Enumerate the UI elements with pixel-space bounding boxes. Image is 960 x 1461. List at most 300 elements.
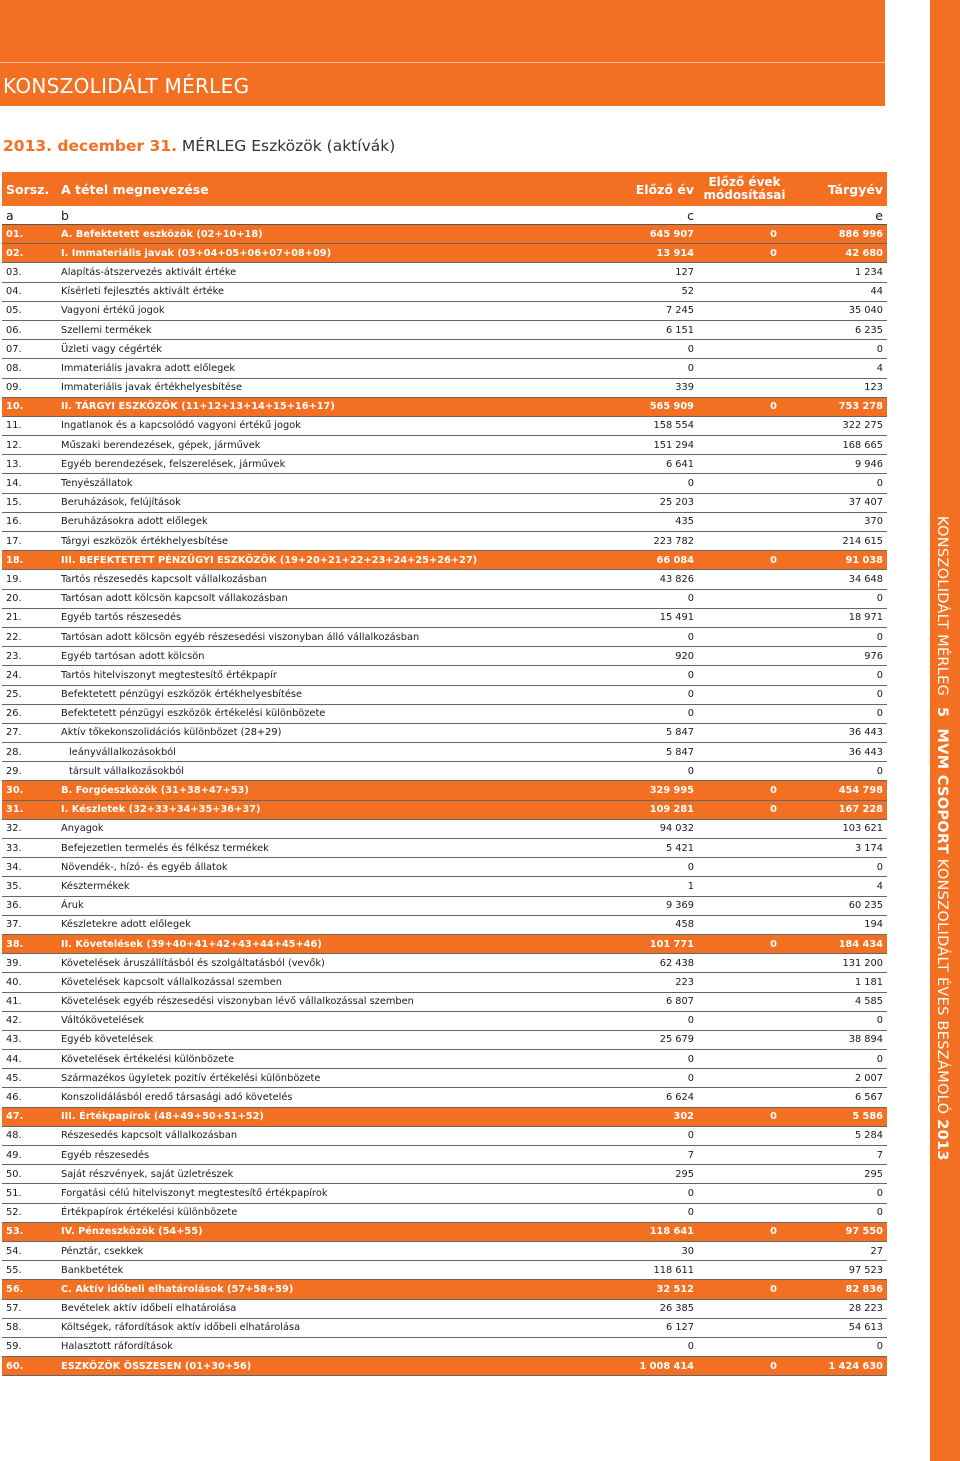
table-row xyxy=(2,320,887,339)
table-row xyxy=(2,762,887,781)
row-current-year: 36 443 xyxy=(791,723,887,742)
table-row xyxy=(2,781,887,800)
row-name: Készletekre adott előlegek xyxy=(57,915,622,934)
row-prev-year: 25 203 xyxy=(622,493,698,512)
table-row xyxy=(2,704,887,723)
row-number: 46. xyxy=(2,1088,57,1107)
row-prev-year: 5 421 xyxy=(622,839,698,858)
row-number: 40. xyxy=(2,973,57,992)
row-current-year: 886 996 xyxy=(791,225,887,244)
row-name: Konszolidálásból eredő társasági adó követelés xyxy=(57,1088,622,1107)
row-name: Származékos ügyletek pozitív értékelési különbözete xyxy=(57,1069,622,1088)
row-prev-year: 5 847 xyxy=(622,723,698,742)
row-number: 10. xyxy=(2,397,57,416)
table-row xyxy=(2,819,887,838)
row-modifications xyxy=(698,666,791,685)
row-number: 39. xyxy=(2,954,57,973)
row-prev-year: 13 914 xyxy=(622,244,698,263)
table-row xyxy=(2,493,887,512)
row-name: Tenyészállatok xyxy=(57,474,622,493)
row-number: 02. xyxy=(2,244,57,263)
row-prev-year: 223 xyxy=(622,973,698,992)
row-number: 38. xyxy=(2,934,57,953)
table-row xyxy=(2,589,887,608)
row-prev-year: 5 847 xyxy=(622,743,698,762)
row-name: C. Aktív időbeli elhatárolások (57+58+59) xyxy=(57,1280,622,1299)
balance-sheet-table xyxy=(2,172,887,1376)
table-row xyxy=(2,340,887,359)
row-number: 50. xyxy=(2,1165,57,1184)
row-modifications xyxy=(698,1318,791,1337)
row-current-year: 5 284 xyxy=(791,1126,887,1145)
row-prev-year: 0 xyxy=(622,1050,698,1069)
row-name: Befektetett pénzügyi eszközök értékelési különbözete xyxy=(57,704,622,723)
row-current-year: 0 xyxy=(791,627,887,646)
row-modifications xyxy=(698,973,791,992)
row-current-year: 454 798 xyxy=(791,781,887,800)
row-modifications xyxy=(698,532,791,551)
row-current-year: 295 xyxy=(791,1165,887,1184)
row-name: II. Követelések (39+40+41+42+43+44+45+46) xyxy=(57,934,622,953)
row-name: Értékpapírok értékelési különbözete xyxy=(57,1203,622,1222)
row-prev-year: 62 438 xyxy=(622,954,698,973)
row-modifications xyxy=(698,493,791,512)
row-prev-year: 6 807 xyxy=(622,992,698,1011)
table-row xyxy=(2,1318,887,1337)
row-modifications xyxy=(698,839,791,858)
table-row xyxy=(2,743,887,762)
row-prev-year: 1 008 414 xyxy=(622,1357,698,1376)
row-modifications xyxy=(698,1050,791,1069)
row-modifications: 0 xyxy=(698,1107,791,1126)
row-number: 21. xyxy=(2,608,57,627)
sidebar-text xyxy=(934,516,950,1161)
row-current-year: 976 xyxy=(791,647,887,666)
row-number: 59. xyxy=(2,1337,57,1356)
row-name: Követelések egyéb részesedési viszonyban lévő vállalkozással szemben xyxy=(57,992,622,1011)
row-modifications xyxy=(698,858,791,877)
row-number: 19. xyxy=(2,570,57,589)
sidebar-report: KONSZOLIDÁLT ÉVES BESZÁMOLÓ xyxy=(934,853,950,1120)
row-number: 47. xyxy=(2,1107,57,1126)
table-row xyxy=(2,934,887,953)
row-modifications xyxy=(698,301,791,320)
row-modifications xyxy=(698,512,791,531)
table-row xyxy=(2,800,887,819)
row-modifications xyxy=(698,263,791,282)
row-name: Növendék-, hízó- és egyéb állatok xyxy=(57,858,622,877)
row-modifications xyxy=(698,685,791,704)
row-modifications xyxy=(698,1241,791,1260)
row-prev-year: 0 xyxy=(622,1126,698,1145)
table-row xyxy=(2,1299,887,1318)
table-row xyxy=(2,1030,887,1049)
row-modifications xyxy=(698,896,791,915)
row-number: 12. xyxy=(2,436,57,455)
table-row xyxy=(2,896,887,915)
row-name: Tartós hitelviszonyt megtestesítő értékpapír xyxy=(57,666,622,685)
row-modifications xyxy=(698,1203,791,1222)
row-current-year: 131 200 xyxy=(791,954,887,973)
row-modifications xyxy=(698,877,791,896)
row-prev-year: 0 xyxy=(622,1203,698,1222)
row-modifications xyxy=(698,743,791,762)
row-prev-year: 0 xyxy=(622,1069,698,1088)
row-name: II. TÁRGYI ESZKÖZÖK (11+12+13+14+15+16+17) xyxy=(57,397,622,416)
row-name: Egyéb tartósan adott kölcsön xyxy=(57,647,622,666)
sidebar-page-number: 5 xyxy=(934,707,950,718)
row-prev-year: 0 xyxy=(622,1011,698,1030)
row-prev-year: 15 491 xyxy=(622,608,698,627)
table-row xyxy=(2,1280,887,1299)
row-current-year: 0 xyxy=(791,1184,887,1203)
header-rule xyxy=(0,62,885,63)
row-modifications: 0 xyxy=(698,800,791,819)
row-current-year: 28 223 xyxy=(791,1299,887,1318)
row-name: I. Készletek (32+33+34+35+36+37) xyxy=(57,800,622,819)
row-number: 27. xyxy=(2,723,57,742)
row-current-year: 370 xyxy=(791,512,887,531)
row-prev-year: 151 294 xyxy=(622,436,698,455)
row-current-year: 123 xyxy=(791,378,887,397)
row-number: 37. xyxy=(2,915,57,934)
row-modifications xyxy=(698,819,791,838)
row-modifications xyxy=(698,723,791,742)
row-name: I. Immateriális javak (03+04+05+06+07+08+09) xyxy=(57,244,622,263)
row-number: 45. xyxy=(2,1069,57,1088)
row-prev-year: 458 xyxy=(622,915,698,934)
page-subtitle xyxy=(3,137,395,155)
row-current-year: 194 xyxy=(791,915,887,934)
row-current-year: 0 xyxy=(791,1011,887,1030)
row-number: 03. xyxy=(2,263,57,282)
row-modifications xyxy=(698,1165,791,1184)
row-number: 57. xyxy=(2,1299,57,1318)
row-number: 51. xyxy=(2,1184,57,1203)
row-modifications xyxy=(698,1126,791,1145)
row-prev-year: 0 xyxy=(622,589,698,608)
row-name: Követelések kapcsolt vállalkozással szemben xyxy=(57,973,622,992)
row-current-year: 7 xyxy=(791,1146,887,1165)
row-modifications xyxy=(698,282,791,301)
row-number: 48. xyxy=(2,1126,57,1145)
row-current-year: 54 613 xyxy=(791,1318,887,1337)
row-number: 56. xyxy=(2,1280,57,1299)
row-number: 24. xyxy=(2,666,57,685)
row-prev-year: 127 xyxy=(622,263,698,282)
row-modifications xyxy=(698,455,791,474)
row-name: Vagyoni értékű jogok xyxy=(57,301,622,320)
row-current-year: 0 xyxy=(791,589,887,608)
table-row xyxy=(2,416,887,435)
row-modifications: 0 xyxy=(698,934,791,953)
row-name: Áruk xyxy=(57,896,622,915)
row-name: Tartós részesedés kapcsolt vállalkozásban xyxy=(57,570,622,589)
row-name: Költségek, ráfordítások aktív időbeli elhatárolása xyxy=(57,1318,622,1337)
row-modifications xyxy=(698,647,791,666)
row-prev-year: 339 xyxy=(622,378,698,397)
table-row xyxy=(2,455,887,474)
row-number: 29. xyxy=(2,762,57,781)
row-current-year: 0 xyxy=(791,704,887,723)
row-modifications xyxy=(698,1030,791,1049)
row-prev-year: 30 xyxy=(622,1241,698,1260)
row-number: 44. xyxy=(2,1050,57,1069)
row-number: 34. xyxy=(2,858,57,877)
row-prev-year: 109 281 xyxy=(622,800,698,819)
row-number: 36. xyxy=(2,896,57,915)
row-current-year: 60 235 xyxy=(791,896,887,915)
row-current-year: 35 040 xyxy=(791,301,887,320)
row-modifications xyxy=(698,1069,791,1088)
table-row xyxy=(2,627,887,646)
row-current-year: 0 xyxy=(791,762,887,781)
row-name: Üzleti vagy cégérték xyxy=(57,340,622,359)
row-prev-year: 101 771 xyxy=(622,934,698,953)
row-prev-year: 0 xyxy=(622,685,698,704)
row-current-year: 753 278 xyxy=(791,397,887,416)
row-modifications xyxy=(698,1337,791,1356)
row-modifications xyxy=(698,627,791,646)
row-prev-year: 6 151 xyxy=(622,320,698,339)
row-number: 17. xyxy=(2,532,57,551)
row-prev-year: 329 995 xyxy=(622,781,698,800)
row-current-year: 97 550 xyxy=(791,1222,887,1241)
table-row xyxy=(2,1165,887,1184)
row-prev-year: 43 826 xyxy=(622,570,698,589)
row-modifications xyxy=(698,1261,791,1280)
row-current-year: 36 443 xyxy=(791,743,887,762)
row-number: 25. xyxy=(2,685,57,704)
row-modifications xyxy=(698,915,791,934)
row-modifications: 0 xyxy=(698,781,791,800)
sidebar-year: 2013 xyxy=(934,1119,950,1161)
subtitle-date: 2013. december 31. xyxy=(3,137,177,155)
row-modifications xyxy=(698,474,791,493)
table-row xyxy=(2,570,887,589)
table-row xyxy=(2,1203,887,1222)
row-modifications: 0 xyxy=(698,244,791,263)
row-name: III. BEFEKTETETT PÉNZÜGYI ESZKÖZÖK (19+20+21+22+23+24+25+26+27) xyxy=(57,551,622,570)
row-name: Egyéb követelések xyxy=(57,1030,622,1049)
row-name: Bankbetétek xyxy=(57,1261,622,1280)
row-current-year: 9 946 xyxy=(791,455,887,474)
row-modifications xyxy=(698,570,791,589)
row-current-year: 38 894 xyxy=(791,1030,887,1049)
row-current-year: 44 xyxy=(791,282,887,301)
table-row xyxy=(2,1088,887,1107)
row-current-year: 0 xyxy=(791,340,887,359)
row-modifications: 0 xyxy=(698,225,791,244)
row-modifications: 0 xyxy=(698,1357,791,1376)
row-current-year: 0 xyxy=(791,666,887,685)
row-name: Beruházásokra adott előlegek xyxy=(57,512,622,531)
table-row xyxy=(2,263,887,282)
row-prev-year: 223 782 xyxy=(622,532,698,551)
row-prev-year: 66 084 xyxy=(622,551,698,570)
row-name: Immateriális javakra adott előlegek xyxy=(57,359,622,378)
table-row xyxy=(2,877,887,896)
row-prev-year: 7 xyxy=(622,1146,698,1165)
row-number: 09. xyxy=(2,378,57,397)
table-row xyxy=(2,436,887,455)
row-name: Befektetett pénzügyi eszközök értékhelyesbítése xyxy=(57,685,622,704)
row-number: 30. xyxy=(2,781,57,800)
row-name: Alapítás-átszervezés aktivált értéke xyxy=(57,263,622,282)
row-number: 58. xyxy=(2,1318,57,1337)
table-row xyxy=(2,1357,887,1376)
table-row xyxy=(2,1222,887,1241)
row-name: Követelések áruszállításból és szolgáltatásból (vevők) xyxy=(57,954,622,973)
letter-d xyxy=(698,206,791,225)
row-current-year: 1 424 630 xyxy=(791,1357,887,1376)
row-prev-year: 0 xyxy=(622,340,698,359)
row-current-year: 0 xyxy=(791,1050,887,1069)
row-current-year: 97 523 xyxy=(791,1261,887,1280)
table-row xyxy=(2,954,887,973)
row-prev-year: 118 641 xyxy=(622,1222,698,1241)
row-current-year: 0 xyxy=(791,1337,887,1356)
row-name: Forgatási célú hitelviszonyt megtestesítő értékpapírok xyxy=(57,1184,622,1203)
table-row xyxy=(2,282,887,301)
sidebar-section: KONSZOLIDÁLT MÉRLEG xyxy=(934,516,950,697)
row-name: Tartósan adott kölcsön egyéb részesedési viszonyban álló vállalkozásban xyxy=(57,627,622,646)
table-row xyxy=(2,532,887,551)
row-current-year: 5 586 xyxy=(791,1107,887,1126)
row-number: 55. xyxy=(2,1261,57,1280)
table-row xyxy=(2,397,887,416)
row-number: 35. xyxy=(2,877,57,896)
table-row xyxy=(2,551,887,570)
row-prev-year: 94 032 xyxy=(622,819,698,838)
row-name: Immateriális javak értékhelyesbítése xyxy=(57,378,622,397)
row-prev-year: 26 385 xyxy=(622,1299,698,1318)
header-prev-year: Előző év xyxy=(622,172,698,206)
table-row xyxy=(2,1011,887,1030)
row-name: Szellemi termékek xyxy=(57,320,622,339)
row-prev-year: 1 xyxy=(622,877,698,896)
row-number: 04. xyxy=(2,282,57,301)
table-row xyxy=(2,608,887,627)
row-modifications xyxy=(698,359,791,378)
row-prev-year: 0 xyxy=(622,1337,698,1356)
row-prev-year: 118 611 xyxy=(622,1261,698,1280)
row-name: Váltókövetelések xyxy=(57,1011,622,1030)
table-row xyxy=(2,301,887,320)
row-modifications xyxy=(698,416,791,435)
row-number: 20. xyxy=(2,589,57,608)
row-prev-year: 6 641 xyxy=(622,455,698,474)
row-number: 53. xyxy=(2,1222,57,1241)
row-name: Aktív tőkekonszolidációs különbözet (28+29) xyxy=(57,723,622,742)
row-modifications xyxy=(698,1299,791,1318)
row-name: III. Értékpapírok (48+49+50+51+52) xyxy=(57,1107,622,1126)
row-modifications xyxy=(698,436,791,455)
header-name: A tétel megnevezése xyxy=(57,172,622,206)
row-name: Részesedés kapcsolt vállalkozásban xyxy=(57,1126,622,1145)
table-row xyxy=(2,685,887,704)
row-current-year: 6 235 xyxy=(791,320,887,339)
row-number: 22. xyxy=(2,627,57,646)
table-row xyxy=(2,474,887,493)
table-row xyxy=(2,1337,887,1356)
table-row xyxy=(2,1069,887,1088)
row-prev-year: 0 xyxy=(622,474,698,493)
row-prev-year: 6 624 xyxy=(622,1088,698,1107)
row-name: Tartósan adott kölcsön kapcsolt vállakozásban xyxy=(57,589,622,608)
row-name: Késztermékek xyxy=(57,877,622,896)
row-number: 26. xyxy=(2,704,57,723)
letter-e: e xyxy=(791,206,887,225)
row-number: 06. xyxy=(2,320,57,339)
row-prev-year: 435 xyxy=(622,512,698,531)
row-number: 15. xyxy=(2,493,57,512)
row-prev-year: 0 xyxy=(622,762,698,781)
row-number: 54. xyxy=(2,1241,57,1260)
row-name: A. Befektetett eszközök (02+10+18) xyxy=(57,225,622,244)
row-name: Beruházások, felújítások xyxy=(57,493,622,512)
row-prev-year: 25 679 xyxy=(622,1030,698,1049)
header-current-year: Tárgyév xyxy=(791,172,887,206)
table-letter-row xyxy=(2,206,887,225)
row-current-year: 167 228 xyxy=(791,800,887,819)
row-number: 33. xyxy=(2,839,57,858)
row-name: Kísérleti fejlesztés aktivált értéke xyxy=(57,282,622,301)
row-name: Egyéb berendezések, felszerelések, járművek xyxy=(57,455,622,474)
row-number: 18. xyxy=(2,551,57,570)
row-current-year: 34 648 xyxy=(791,570,887,589)
table-row xyxy=(2,1184,887,1203)
row-current-year: 1 234 xyxy=(791,263,887,282)
row-prev-year: 645 907 xyxy=(622,225,698,244)
table-row xyxy=(2,858,887,877)
page-title: KONSZOLIDÁLT MÉRLEG xyxy=(3,74,250,98)
row-current-year: 0 xyxy=(791,685,887,704)
row-modifications xyxy=(698,608,791,627)
row-modifications: 0 xyxy=(698,551,791,570)
row-number: 49. xyxy=(2,1146,57,1165)
row-current-year: 4 xyxy=(791,359,887,378)
row-modifications xyxy=(698,704,791,723)
row-name: IV. Pénzeszközök (54+55) xyxy=(57,1222,622,1241)
row-prev-year: 0 xyxy=(622,627,698,646)
row-current-year: 4 585 xyxy=(791,992,887,1011)
row-number: 43. xyxy=(2,1030,57,1049)
table-row xyxy=(2,1107,887,1126)
header-modifications: Előző évek módosításai xyxy=(698,172,791,206)
letter-c: c xyxy=(622,206,698,225)
row-current-year: 27 xyxy=(791,1241,887,1260)
subtitle-text: MÉRLEG Eszközök (aktívák) xyxy=(177,137,396,155)
row-number: 13. xyxy=(2,455,57,474)
table-row xyxy=(2,225,887,244)
row-current-year: 82 836 xyxy=(791,1280,887,1299)
row-prev-year: 9 369 xyxy=(622,896,698,915)
row-modifications xyxy=(698,340,791,359)
row-name: B. Forgóeszközök (31+38+47+53) xyxy=(57,781,622,800)
row-name: Pénztár, csekkek xyxy=(57,1241,622,1260)
row-number: 42. xyxy=(2,1011,57,1030)
table-row xyxy=(2,1261,887,1280)
table-row xyxy=(2,973,887,992)
row-number: 01. xyxy=(2,225,57,244)
sidebar-company: MVM CSOPORT xyxy=(934,728,950,854)
table-row xyxy=(2,915,887,934)
row-modifications xyxy=(698,1011,791,1030)
row-current-year: 103 621 xyxy=(791,819,887,838)
row-prev-year: 565 909 xyxy=(622,397,698,416)
table-body xyxy=(2,225,887,1376)
